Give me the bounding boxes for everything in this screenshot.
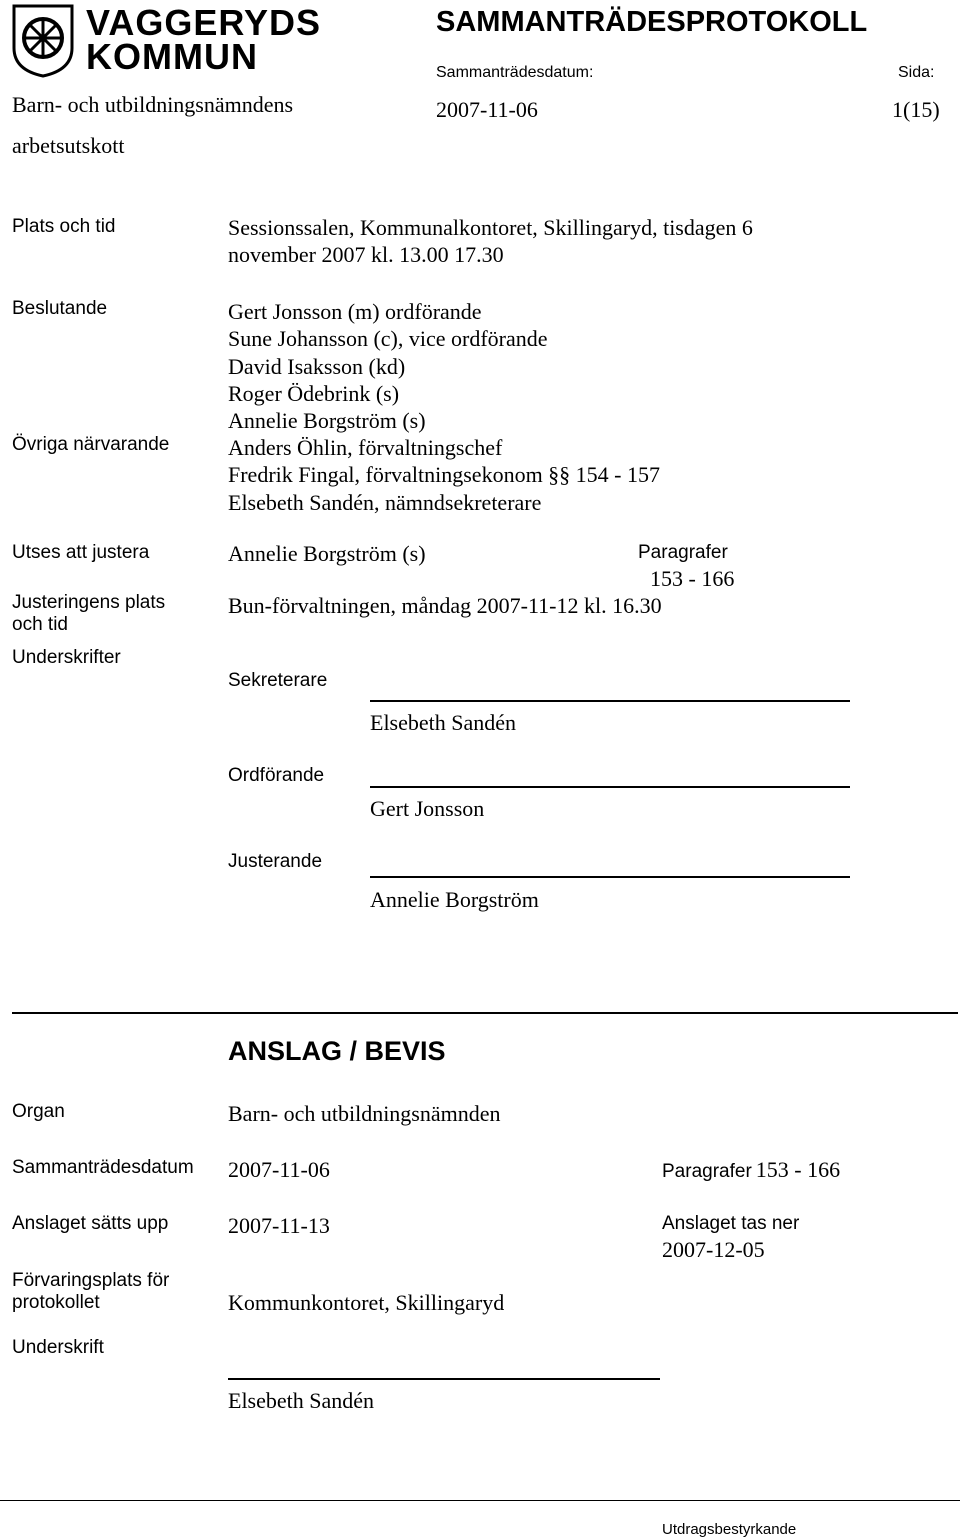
- place-time-label: Plats och tid: [12, 216, 116, 237]
- storage-label: [12, 1270, 169, 1314]
- notice-date-label: Sammanträdesdatum: [12, 1157, 194, 1178]
- chair-label: Ordförande: [228, 765, 325, 786]
- decision-makers-list: [228, 298, 548, 434]
- place-time-line-1: Sessionssalen, Kommunalkontoret, Skillingaryd, tisdagen 6: [228, 215, 753, 240]
- adjuster-appointed-label: Utses att justera: [12, 542, 150, 563]
- decision-makers-label: Beslutande: [12, 298, 108, 319]
- member-item: Roger Ödebrink (s): [228, 380, 400, 406]
- signature-name: Elsebeth Sandén: [228, 1388, 375, 1413]
- wheel-crest-icon: [12, 4, 74, 78]
- adjustment-place-value: Bun-förvaltningen, måndag 2007-11-12 kl. 16.30: [228, 593, 662, 618]
- section-divider: [12, 1012, 958, 1014]
- storage-label-line-2: protokollet: [12, 1292, 100, 1313]
- signature-label: Underskrift: [12, 1337, 104, 1358]
- posted-value: 2007-11-13: [228, 1213, 330, 1238]
- page-value: 1(15): [892, 97, 940, 122]
- notice-paragraphs-label: Paragrafer: [662, 1161, 752, 1182]
- attendee-item: Fredrik Fingal, förvaltningsekonom §§ 154 - 157: [228, 462, 661, 488]
- adjuster-signature-line: [370, 876, 850, 878]
- attendee-item: Elsebeth Sandén, nämndsekreterare: [228, 489, 542, 515]
- notice-title: ANSLAG / BEVIS: [228, 1036, 446, 1066]
- secretary-signature-line: [370, 700, 850, 702]
- notice-paragraphs: [662, 1157, 840, 1183]
- secretary-name: Elsebeth Sandén: [370, 710, 517, 735]
- storage-value: Kommunkontoret, Skillingaryd: [228, 1290, 505, 1315]
- chair-signature-line: [370, 786, 850, 788]
- signatures-label: Underskrifter: [12, 647, 121, 668]
- member-item: Sune Johansson (c), vice ordförande: [228, 326, 548, 352]
- notice-paragraphs-value: 153 - 166: [755, 1157, 841, 1182]
- chair-name: Gert Jonsson: [370, 796, 485, 821]
- meeting-date-label: Sammanträdesdatum:: [436, 64, 594, 81]
- footer-divider: [0, 1500, 960, 1501]
- adjuster-name: Annelie Borgström: [370, 887, 539, 912]
- adjuster-label: Justerande: [228, 851, 323, 872]
- notice-date-value: 2007-11-06: [228, 1157, 330, 1182]
- logo-emblem: [12, 4, 74, 78]
- place-time-line-2: november 2007 kl. 13.00 17.30: [228, 242, 504, 267]
- removed-label: Anslaget tas ner: [662, 1213, 800, 1234]
- adjustment-place-label: [12, 592, 165, 636]
- organ-value: Barn- och utbildningsnämnden: [228, 1101, 501, 1126]
- committee-name: Barn- och utbildningsnämndens: [12, 92, 294, 117]
- logo-wordmark: [86, 2, 322, 77]
- member-item: Gert Jonsson (m) ordförande: [228, 299, 482, 324]
- page-label: Sida:: [898, 64, 935, 81]
- others-present-label: Övriga närvarande: [12, 434, 170, 455]
- paragraphs-value: 153 - 166: [650, 566, 735, 591]
- logo-line-2: KOMMUN: [86, 36, 258, 77]
- footer-certification-label: Utdragsbestyrkande: [662, 1521, 797, 1538]
- others-present-list: [228, 434, 660, 516]
- storage-label-line-1: Förvaringsplats för: [12, 1270, 170, 1291]
- member-item: David Isaksson (kd): [228, 353, 406, 379]
- document-title: SAMMANTRÄDESPROTOKOLL: [436, 6, 868, 38]
- adjustment-place-label-line-2: och tid: [12, 614, 68, 635]
- notice-signature-line: [228, 1378, 660, 1380]
- logo-line-1: VAGGERYDS: [86, 2, 322, 43]
- committee-subname: arbetsutskott: [12, 133, 125, 158]
- paragraphs-label: Paragrafer: [638, 542, 728, 563]
- organ-label: Organ: [12, 1101, 65, 1122]
- secretary-label: Sekreterare: [228, 670, 328, 691]
- member-item: Annelie Borgström (s): [228, 408, 426, 434]
- meeting-date-value: 2007-11-06: [436, 97, 538, 122]
- posted-label: Anslaget sätts upp: [12, 1213, 169, 1234]
- removed-value: 2007-12-05: [662, 1237, 765, 1262]
- adjustment-place-label-line-1: Justeringens plats: [12, 592, 166, 613]
- attendee-item: Anders Öhlin, förvaltningschef: [228, 435, 503, 460]
- adjuster-appointed-value: Annelie Borgström (s): [228, 541, 426, 566]
